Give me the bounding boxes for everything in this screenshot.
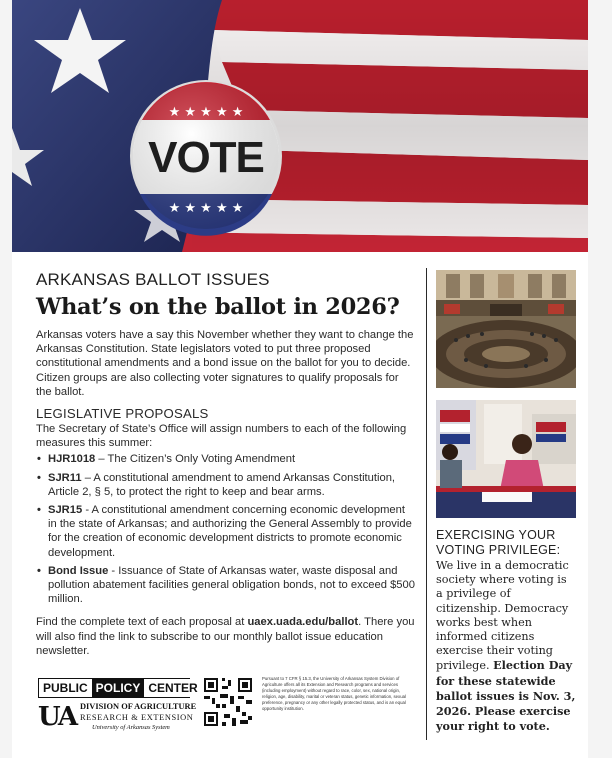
measure-code: Bond Issue: [48, 564, 109, 577]
measure-code: SJR15: [48, 504, 83, 517]
measure-code: SJR11: [48, 471, 82, 484]
hero-flag-vote-photo: [12, 0, 588, 252]
ua-division-text: DIVISION OF AGRICULTURE: [80, 702, 197, 711]
list-item: [36, 503, 416, 560]
measure-description: - Issuance of State of Arkansas water, waste disposal and pollution abatement facilities general obligation bonds, not to exceed $500 million.: [48, 564, 415, 606]
svg-text:★ ★ ★ ★ ★: ★ ★ ★ ★ ★: [168, 105, 244, 120]
intro-paragraph: Arkansas voters have a say this November whether they want to change the Arkansas Constitution. State legislators voted to put three proposed constitutional amendments and a bond issue on the ballot for you to decide. Citizen groups are also collecting voter signatures to qualify proposals for the ballot.: [36, 329, 414, 398]
vote-button-text: VOTE: [148, 133, 264, 182]
find-text-before: Find the complete text of each proposal at: [36, 616, 248, 629]
sidebar-election-day-text: Election Day for these statewide ballot issues is Nov. 3, 2026. Please exercise your right to vote.: [436, 658, 576, 734]
list-item: [36, 471, 416, 499]
ppc-word-public: PUBLIC: [39, 679, 92, 697]
voting-booth-photo: [436, 400, 576, 518]
measure-description: – The Citizen’s Only Voting Amendment: [95, 453, 296, 466]
measures-list: [36, 452, 416, 606]
article-headline: What’s on the ballot in 2026?: [36, 294, 400, 320]
ua-system-text: University of Arkansas System: [92, 724, 170, 731]
ballot-url-link[interactable]: uaex.uada.edu/ballot: [247, 616, 359, 629]
ua-research-text: RESEARCH & EXTENSION: [80, 713, 194, 722]
measure-description: - A constitutional amendment concerning economic development in the state of Arkansas; and authorizing the General Assembly to provide for the creation of economic development districts to promote economic development.: [48, 504, 412, 559]
column-divider: [426, 268, 427, 740]
vote-button-badge: [130, 80, 282, 236]
legislative-intro: The Secretary of State’s Office will assign numbers to each of the following measures this summer:: [36, 423, 407, 450]
find-proposals-paragraph: [36, 615, 416, 658]
ua-monogram: UA: [38, 702, 77, 732]
svg-text:★ ★ ★ ★ ★: ★ ★ ★ ★ ★: [168, 201, 244, 216]
list-item: [36, 452, 416, 466]
find-text-after: . There you will also find the link to subscribe to our monthly ballot issue education newsletter.: [36, 616, 415, 657]
sidebar-body-text: We live in a democratic society where voting is a privilege of citizenship. Democracy works best when informed citizens exercise their voting privilege.: [436, 559, 569, 673]
flyer-page: [12, 0, 588, 758]
nondiscrimination-statement: Pursuant to 7 CFR § 15.3, the University of Arkansas System Division of Agriculture offers all its Extension and Research programs and services (including employment) without regard to race, color, sex, national origin, religion, age, disability, marital or veteran status, genetic information, sexual preference, pregnancy or any other legally protected status, and is an equal opportunity institution.: [262, 676, 406, 711]
sidebar-heading: EXERCISING YOUR VOTING PRIVILEGE:: [436, 528, 561, 557]
ppc-word-center: CENTER: [144, 679, 201, 697]
qr-code[interactable]: [202, 676, 254, 728]
list-item: [36, 564, 416, 607]
article-column: [36, 270, 416, 658]
measure-description: – A constitutional amendment to amend Arkansas Constitution, Article 2, § 5, to protect the right to keep and bear arms.: [48, 471, 396, 498]
article-kicker: ARKANSAS BALLOT ISSUES: [36, 270, 270, 289]
legislature-chamber-photo: [436, 270, 576, 388]
voting-privilege-sidebar: [436, 528, 576, 734]
ppc-word-policy: POLICY: [92, 679, 145, 697]
measure-code: HJR1018: [48, 453, 96, 466]
uada-logo: [38, 700, 197, 736]
public-policy-center-logo: [38, 678, 198, 698]
sidebar-body: [436, 559, 576, 734]
legislative-proposals-heading: LEGISLATIVE PROPOSALS: [36, 406, 209, 422]
